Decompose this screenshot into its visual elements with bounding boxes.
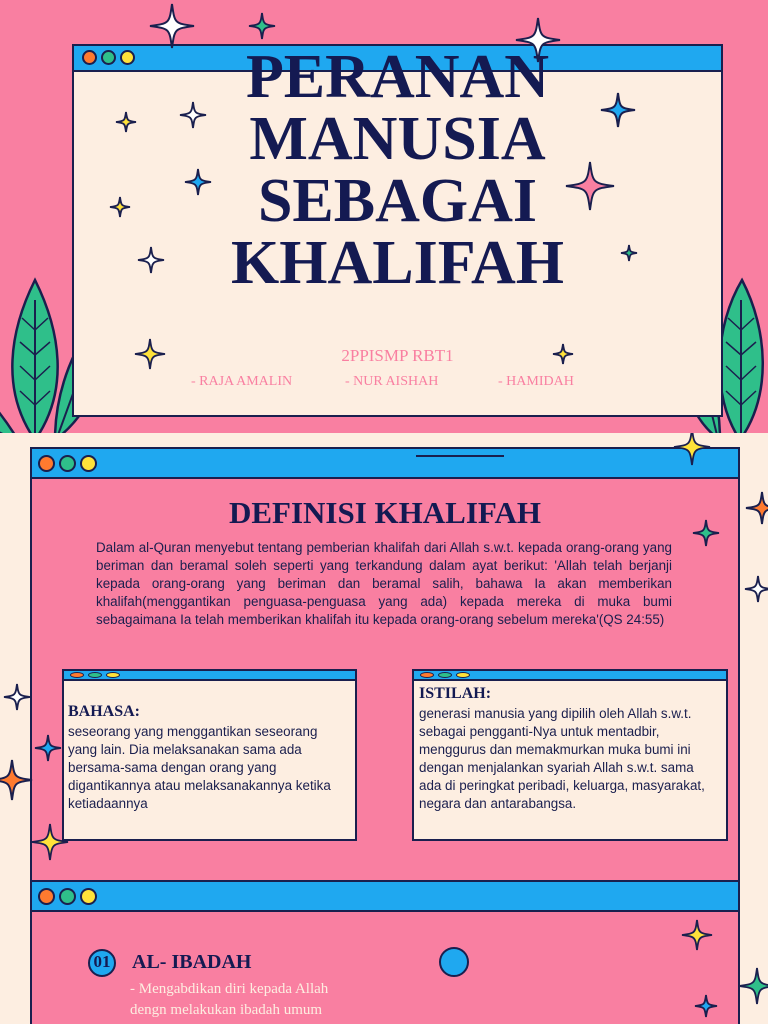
class-label: 2PPISMP RBT1 [341,346,454,365]
title-line-4: KHALIFAH [231,229,564,297]
number-badge-label: 01 [93,952,111,971]
ibadah-text-line-1: - Mengabdikan diri kepada Allah [130,981,329,997]
member-3: - HAMIDAH [498,374,574,389]
sparkles-decoration [0,0,768,433]
bahasa-label: BAHASA: [68,703,141,720]
member-1: - RAJA AMALIN [191,374,293,389]
sparkles-decoration-2 [0,433,768,1024]
member-2: - NUR AISHAH [345,374,439,389]
content-slides [0,433,768,1024]
title-line-3: SEBAGAI [257,167,538,235]
definition-paragraph: Dalam al-Quran menyebut tentang pemberian khalifah dari Allah s.w.t. kepada orang-orang yang beriman dan beramal soleh seperti yang terkandung dalam ayat berikut: 'Allah telah berjanji kepada orang-orang yang beriman dan beramal salih, bahawa Ia akan memberikan khalifah(menggantikan penguasa-penguasa yang ada) kepada mereka di muka bumi sebagaimana Ia telah memberikan khalifah itu kepada orang-orang sebelum mereka'(QS 24:55) [96,540,672,627]
title-line-2: MANUSIA [249,105,546,173]
ibadah-text-line-2: dengn melakukan ibadah umum [130,1002,323,1018]
istilah-label: ISTILAH: [419,685,492,702]
title-line-1: PERANAN [245,43,550,111]
definition-heading: DEFINISI KHALIFAH [228,495,542,530]
title-slide [0,0,768,433]
bahasa-text: seseorang yang menggantikan seseorang yang lain. Dia melaksanakan sama ada bersama-sama dengan orang yang digantikannya atau melaksanakannya ketika ketiadaannya [68,724,331,811]
istilah-text: generasi manusia yang dipilih oleh Allah s.w.t. sebagai pengganti-Nya untuk mentadbir, menggurus dan memakmurkan muka bumi ini dengan menjalankan syariah Allah s.w.t. sama ada di peringkat peribadi, keluarga, masyarakat, negara dan antarabangsa. [419,706,705,811]
ibadah-heading: AL- IBADAH [132,951,252,973]
